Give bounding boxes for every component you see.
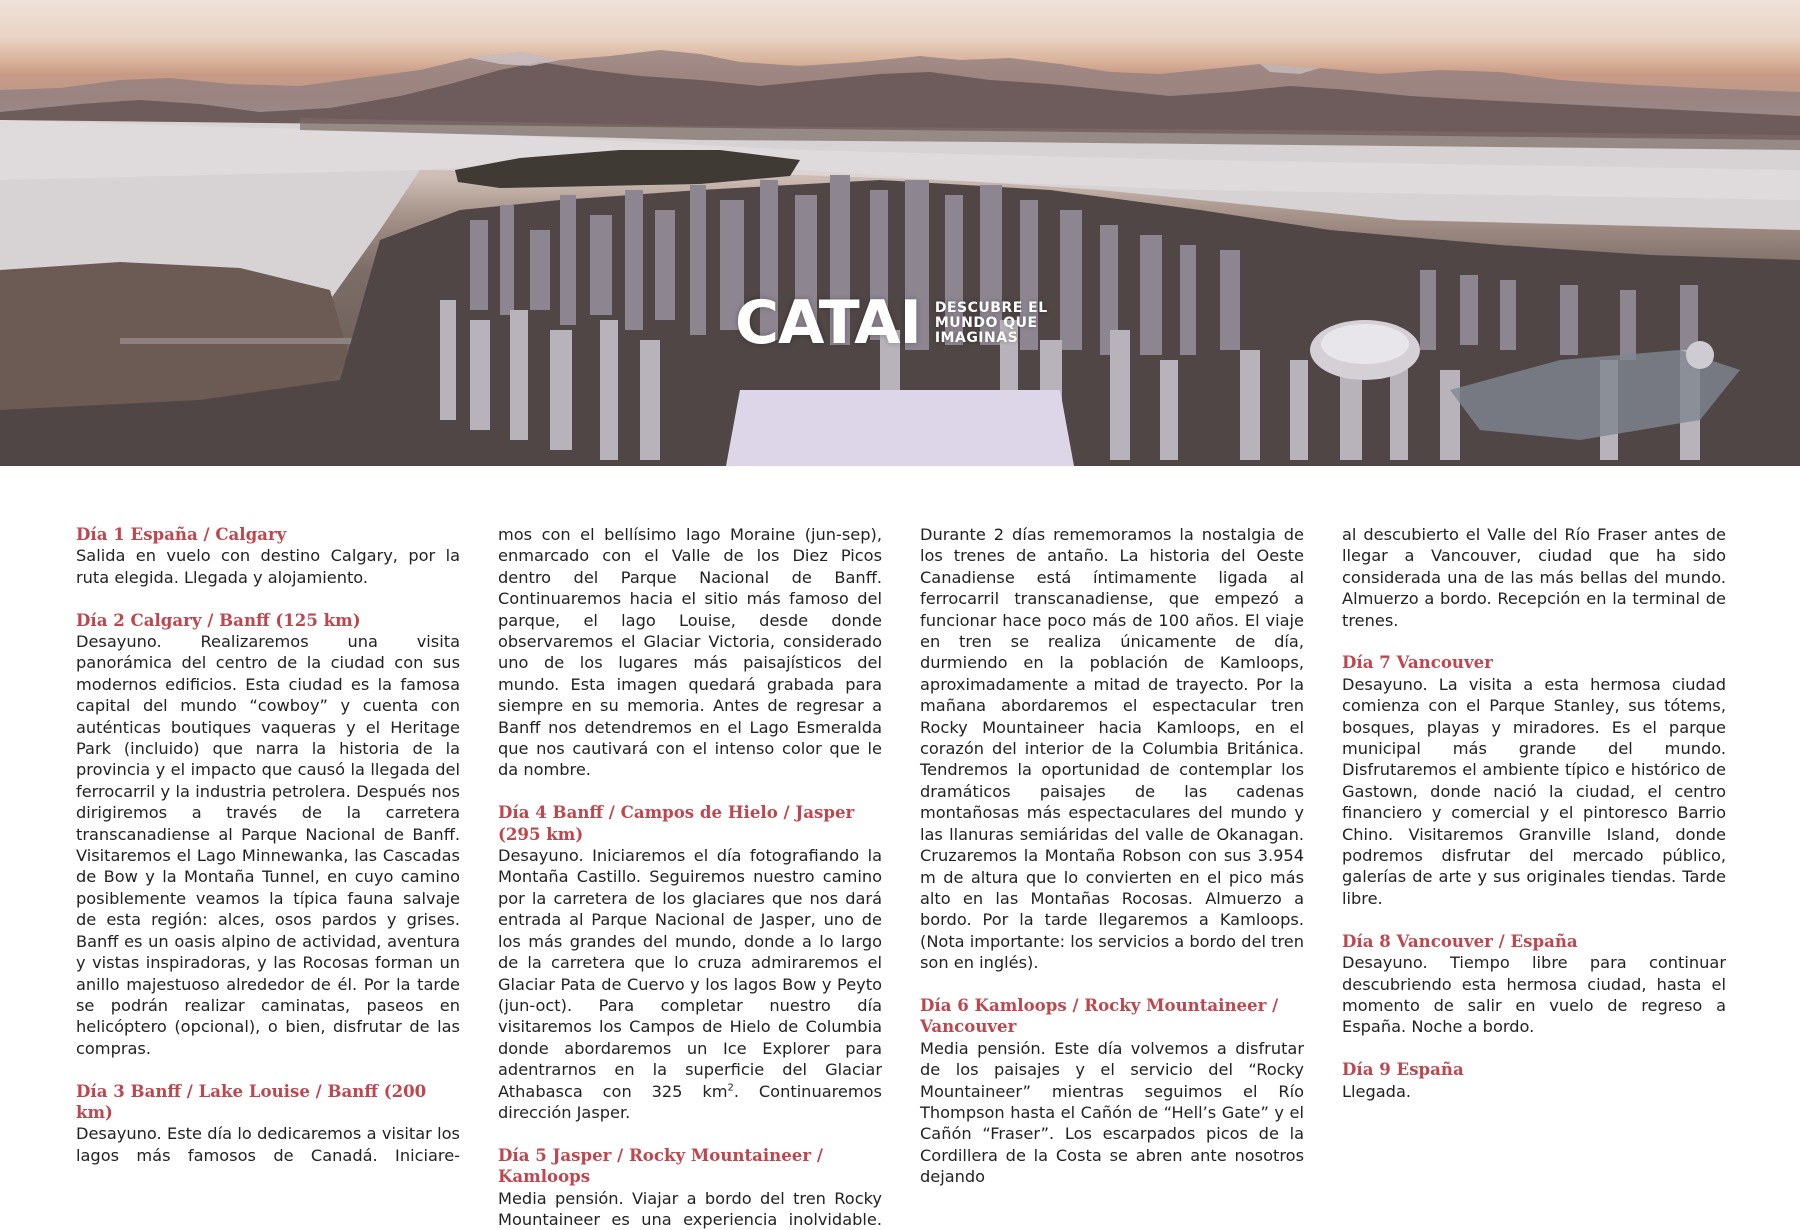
- day-5-text: Media pensión. Viajar a bordo del tren Rocky Mountaineer es una experiencia inolvidable.: [498, 1188, 882, 1229]
- day-4-text: [498, 845, 882, 1123]
- day-8-heading: Día 8 Vancouver / España: [1342, 930, 1578, 951]
- day-8-text: Desayuno. Tiempo libre para continuar descubriendo esta hermosa ciudad, hasta el momento de salir en vuelo de regreso a España. Noche a bordo.: [1342, 953, 1726, 1037]
- day-1-text: Salida en vuelo con destino Calgary, por la ruta elegida. Llegada y alojamiento.: [76, 546, 460, 587]
- day-3-heading: Día 3 Banff / Lake Louise / Banff (200 km): [76, 1080, 427, 1122]
- day-9-heading: Día 9 España: [1342, 1059, 1464, 1080]
- hero-photo-vancouver: [0, 0, 1800, 466]
- brand-tagline: [935, 301, 1048, 346]
- day-3-text: Desayuno. Este día lo dedicaremos a visitar los lagos más famosos de Canadá. Iniciare-: [76, 1124, 460, 1165]
- column-2: [498, 524, 882, 1230]
- lavender-tab-shape: [726, 390, 1074, 466]
- brand-name: CATAI: [735, 288, 921, 358]
- day-6-heading: Día 6 Kamloops / Rocky Mountaineer / Vancouver: [920, 994, 1279, 1037]
- catai-logo: [735, 288, 1048, 358]
- day-5-text-continued: Durante 2 días rememoramos la nostalgia de los trenes de antaño. La historia del Oeste Canadiense está íntimamente ligada al ferrocarril transcanadiense, que empezó a funcionar hace poco más de 100 años. El viaje en tren se realiza únicamente de día, durmiendo en la población de Kamloops, aproximadamente a mitad de trayecto. Por la mañana abordaremos el espectacular tren Rocky Mountaineer hacia Kamloops, en el corazón del interior de la Columbia Británica. Tendremos la oportunidad de contemplar los dramáticos paisajes de las cadenas montañosas más espectaculares del mundo y las llanuras semiáridas del valle de Okanagan. Cruzaremos la Montaña Robson con sus 3.954 m de altura que lo convierten en el pico más alto en las Montañas Rocosas. Almuerzo a bordo. Por la tarde llegaremos a Kamloops. (Nota importante: los servicios a bordo del tren son en inglés).: [920, 525, 1304, 973]
- day-5-heading: Día 5 Jasper / Rocky Mountaineer / Kamloops: [498, 1144, 823, 1187]
- column-1: [76, 524, 460, 1166]
- day-4-heading: Día 4 Banff / Campos de Hielo / Jasper (295 km): [498, 802, 855, 844]
- day-4-text-main: Desayuno. Iniciaremos el día fotografiando la Montaña Castillo. Seguiremos nuestro camino por la carretera de los glaciares que nos dará entrada al Parque Nacional de Jasper, uno de los más grandes del mundo, donde a lo largo de la carretera que lo cruza admiraremos el Glaciar Pata de Cuervo y los lagos Bow y Peyto (jun-oct). Para completar nuestro día visitaremos los Campos de Hielo de Columbia donde abordaremos un Ice Explorer para adentrarnos en la superficie del Glaciar Athabasca con 325 km: [498, 846, 882, 1101]
- tagline-line-1: DESCUBRE EL: [934, 299, 1048, 316]
- day-2-text: Desayuno. Realizaremos una visita panorámica del centro de la ciudad con sus modernos edificios. Esta ciudad es la famosa capital del mundo “cowboy” y cuenta con auténticas boutiques vaqueras y el Heritage Park (incluido) que narra la historia de la provincia y el impacto que causó la llegada del ferrocarril y la industria petrolera. Después nos dirigiremos a través de la carretera transcanadiense al Parque Nacional de Banff. Visitaremos el Lago Minnewanka, las Cascadas de Bow y la Montaña Tunnel, en cuyo camino posiblemente veamos la típica fauna salvaje de esta región: alces, osos pardos y grises. Banff es un oasis alpino de actividad, aventura y vistas inspiradoras, y las Rocosas forman un anillo majestuoso alrededor de él. Por la tarde se podrán realizar caminatas, paseos en helicóptero (opcional), o bien, disfrutar de las compras.: [76, 632, 460, 1058]
- day-6-text: Media pensión. Este día volvemos a disfrutar de los paisajes y el servicio del “Rocky Mountaineer” mientras seguimos el Río Thompson hasta el Cañón de “Hell’s Gate” y el Cañón “Fraser”. Los escarpados picos de la Cordillera de la Costa se abren ante nosotros dejando: [920, 1038, 1304, 1187]
- day-2-heading: Día 2 Calgary / Banff (125 km): [76, 609, 361, 630]
- day-7-heading: Día 7 Vancouver: [1342, 652, 1493, 673]
- day-9-text: Llegada.: [1342, 1081, 1412, 1101]
- column-3: [920, 524, 1304, 1188]
- tagline-line-3: IMAGINAS: [934, 329, 1019, 346]
- tagline-line-2: MUNDO QUE: [934, 314, 1038, 331]
- column-4: [1342, 524, 1726, 1102]
- day-4-text-end: . Continuaremos dirección Jasper.: [498, 1081, 882, 1122]
- day-6-text-continued: al descubierto el Valle del Río Fraser antes de llegar a Vancouver, ciudad que ha sido considerada una de las más bellas del mundo. Almuerzo a bordo. Recepción en la terminal de trenes.: [1342, 525, 1726, 630]
- day-7-text: Desayuno. La visita a esta hermosa ciudad comienza con el Parque Stanley, sus tótems, bosques, playas y miradores. Es el parque municipal más grande del mundo. Disfrutaremos el ambiente típico e histórico de Gastown, donde nació la ciudad, el centro financiero y comercial y el pintoresco Barrio Chino. Visitaremos Granville Island, donde podremos disfrutar del mercado público, galerías de arte y sus originales tiendas. Tarde libre.: [1342, 674, 1726, 908]
- day-3-text-continued: mos con el bellísimo lago Moraine (jun-sep), enmarcado con el Valle de los Diez Picos dentro del Parque Nacional de Banff. Continuaremos hacia el sitio más famoso del parque, el lago Louise, desde donde observaremos el Glaciar Victoria, considerado uno de los lugares más paisajísticos del mundo. Esta imagen quedará grabada para siempre en su memoria. Antes de regresar a Banff nos detendremos en el Lago Esmeralda que nos cautivará con el intenso color que le da nombre.: [498, 525, 882, 780]
- itinerary-columns: [76, 524, 1726, 1229]
- day-4-superscript: 2: [727, 1082, 734, 1094]
- day-1-heading: Día 1 España / Calgary: [76, 524, 287, 544]
